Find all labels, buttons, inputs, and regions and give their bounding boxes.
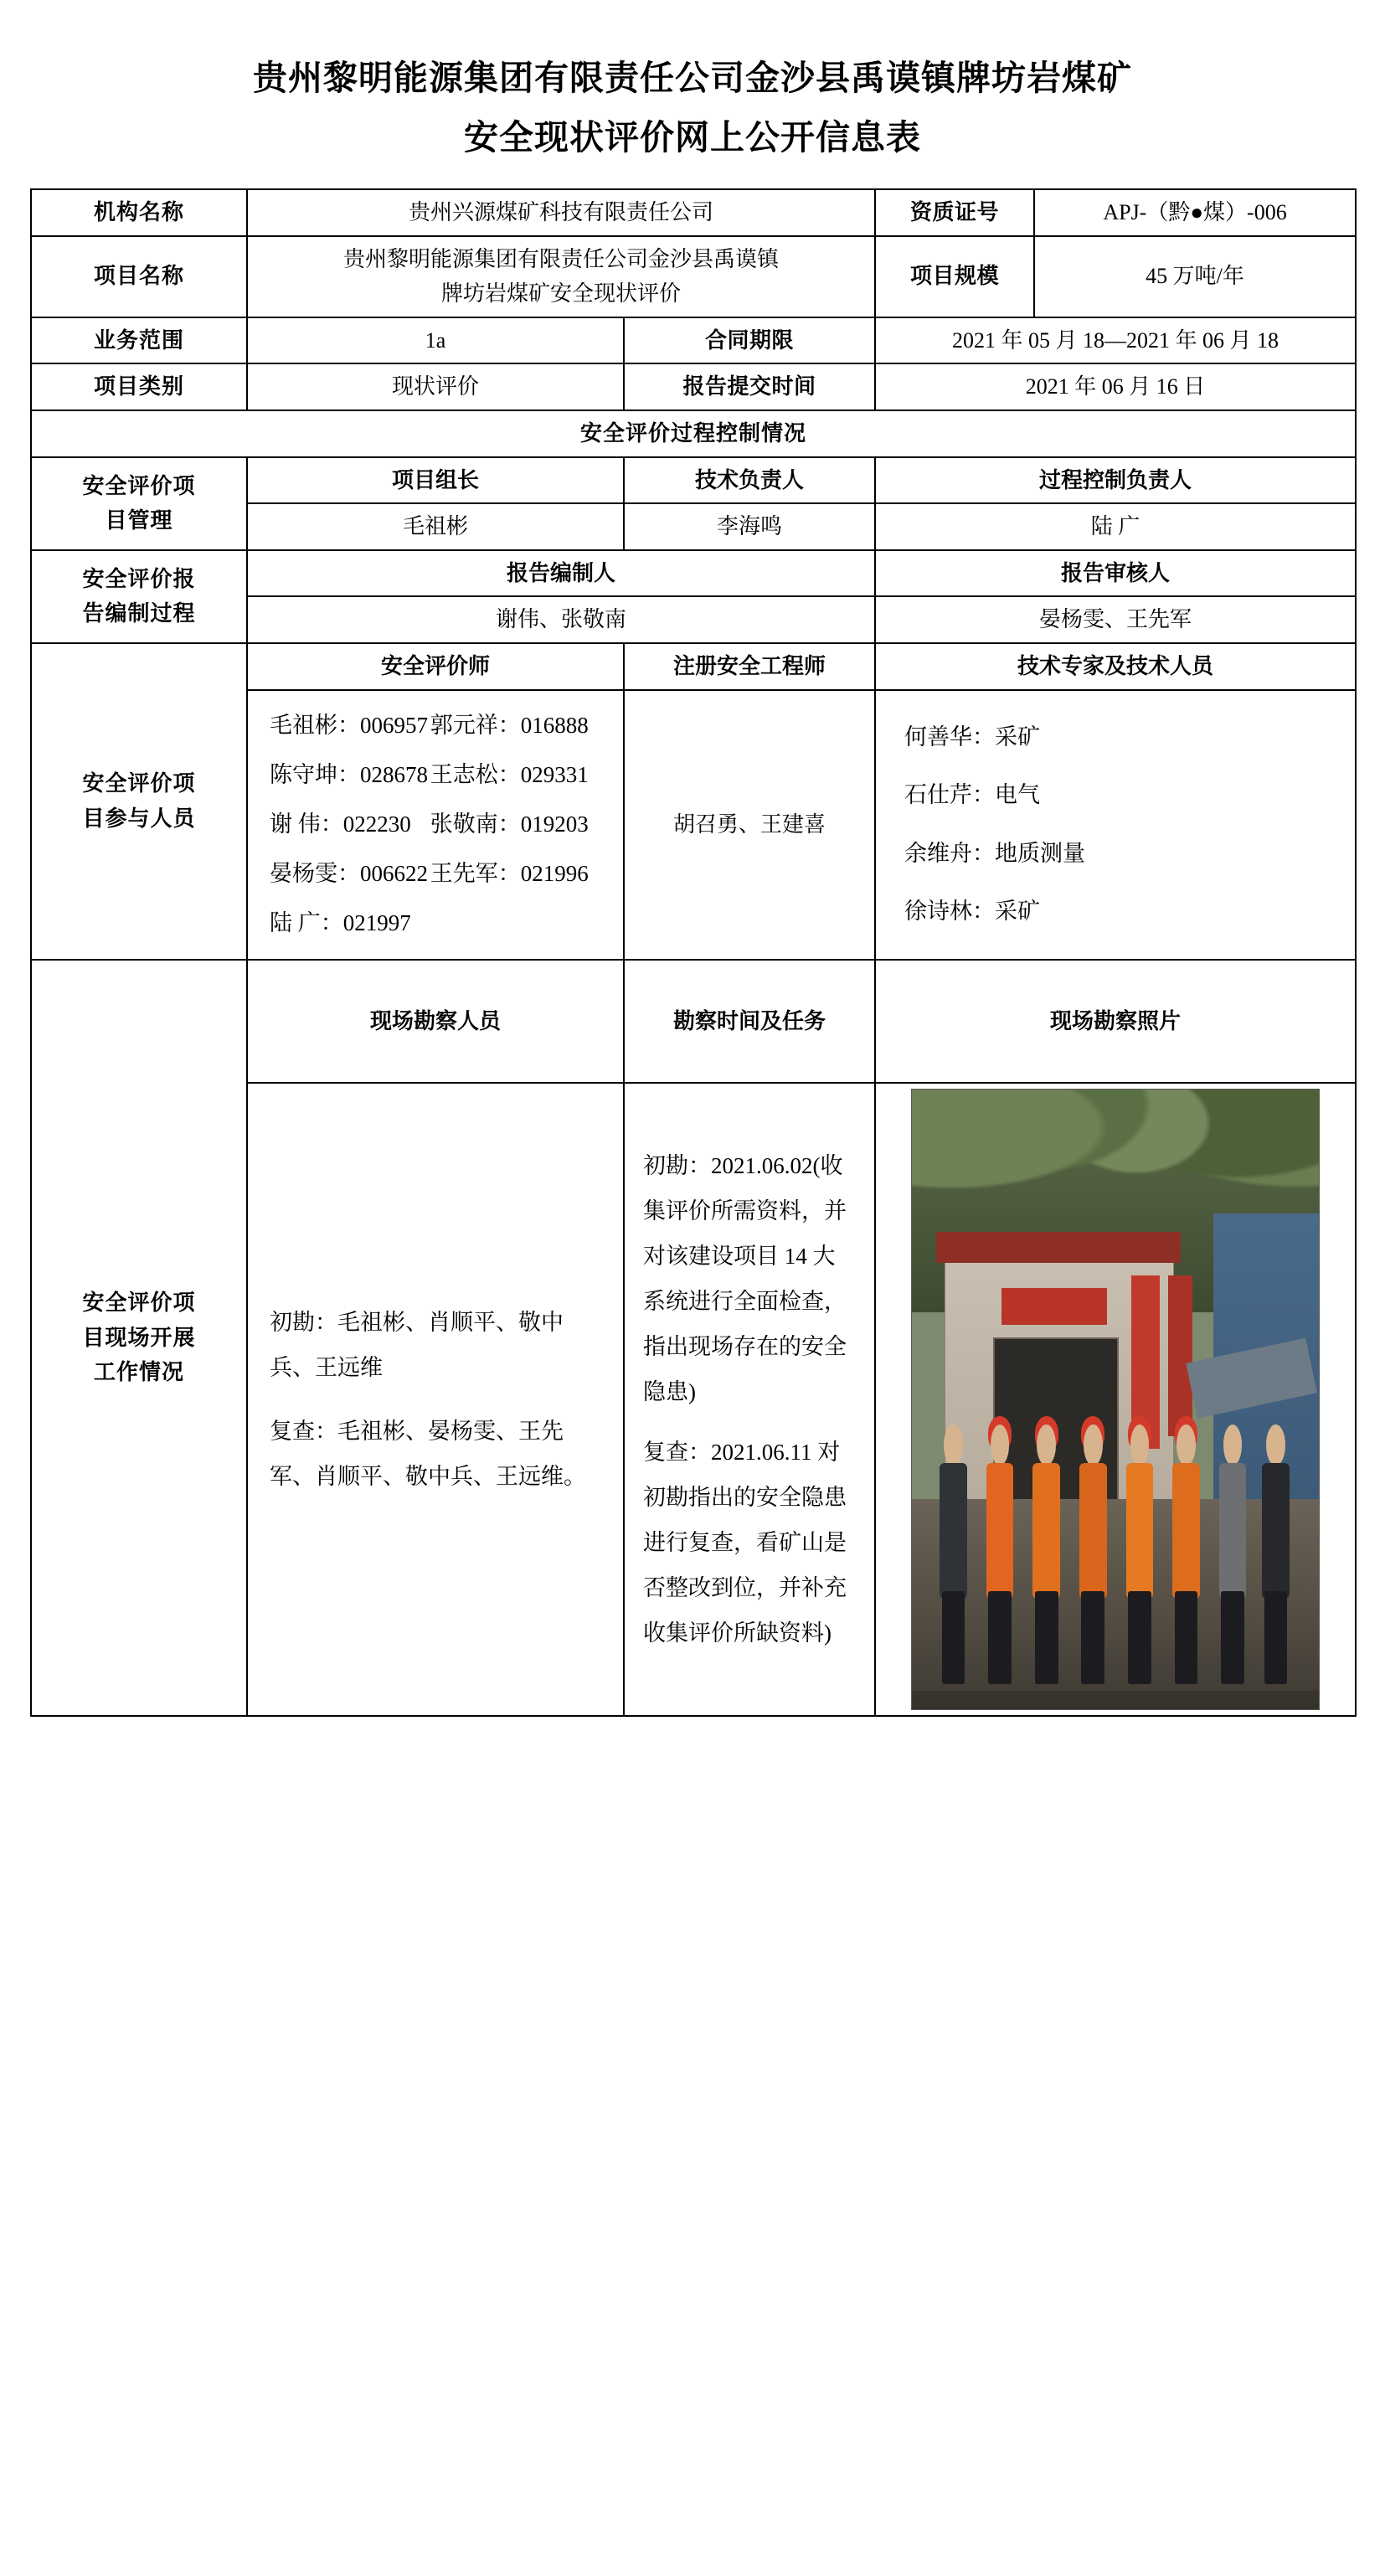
label-project-scale: 项目规模 (875, 236, 1034, 317)
photo-person (1029, 1425, 1063, 1685)
title-line-1: 贵州黎明能源集团有限责任公司金沙县禹谟镇牌坊岩煤矿 (253, 59, 1132, 97)
photo-person-body (1126, 1463, 1154, 1599)
assessor-row (270, 905, 611, 941)
value-project-name-line1: 贵州黎明能源集团有限责任公司金沙县禹谟镇 (343, 246, 780, 271)
value-contract-period: 2021 年 05 月 18—2021 年 06 月 18 (875, 317, 1356, 364)
photo-person-legs (1081, 1591, 1104, 1685)
photo-person (983, 1425, 1017, 1685)
label-cert-no: 资质证号 (875, 189, 1034, 236)
assessor-name (430, 905, 611, 941)
expert-item: 徐诗林：采矿 (904, 898, 1041, 924)
label-project-leader: 项目组长 (247, 457, 624, 504)
label-eval-project-mgmt (31, 457, 247, 550)
assessor-name: 晏杨雯：006622 (270, 861, 428, 887)
label-report-process-line2: 告编制过程 (82, 601, 196, 626)
assessor-name: 谢 伟：022230 (270, 811, 411, 837)
assessor-name: 陈守坤：028678 (270, 761, 428, 787)
section-process-control: 安全评价过程控制情况 (31, 410, 1356, 457)
photo-person-legs (1128, 1591, 1151, 1685)
label-safety-assessor: 安全评价师 (247, 643, 624, 690)
survey-task-cell (624, 1083, 875, 1716)
photo-person (1259, 1425, 1293, 1685)
label-site-work-line1: 安全评价项 (82, 1290, 196, 1315)
assessor-name: 郭元祥：016888 (430, 712, 589, 738)
label-survey-photo: 现场勘察照片 (875, 960, 1356, 1084)
label-report-reviewer: 报告审核人 (875, 550, 1356, 597)
label-participants-line1: 安全评价项 (82, 771, 196, 796)
label-report-author: 报告编制人 (247, 550, 875, 597)
survey-task-item: 初勘：2021.06.02(收集评价所需资料，并对该建设项目 14 大系统进行全面检查，指出现场存在的安全隐患) (643, 1153, 847, 1405)
value-process-control-leader: 陆 广 (875, 503, 1356, 550)
photo-person (936, 1425, 971, 1685)
photo-person (1169, 1425, 1203, 1685)
photo-person-legs (942, 1591, 965, 1685)
assessor-name: 毛祖彬：006957 (270, 712, 428, 738)
label-org-name: 机构名称 (31, 189, 247, 236)
expert-item: 余维舟：地质测量 (904, 840, 1086, 866)
photo-person-legs (988, 1591, 1012, 1685)
site-surveyor-item: 初勘：毛祖彬、肖顺平、敬中兵、王远维 (270, 1310, 564, 1381)
value-project-scale: 45 万吨/年 (1034, 236, 1356, 317)
survey-task-list (631, 1126, 868, 1672)
table-row-org (31, 189, 1356, 236)
value-registered-safety-engineer: 胡召勇、王建喜 (624, 690, 875, 960)
value-project-name-line2: 牌坊岩煤矿安全现状评价 (441, 281, 682, 307)
value-report-submit-time: 2021 年 06 月 16 日 (875, 363, 1356, 410)
photo-person-legs (1221, 1591, 1244, 1685)
expert-list-cell (875, 690, 1356, 960)
photo-person-body (1032, 1463, 1060, 1599)
table-row-mgmt-head (31, 457, 1356, 504)
assessor-row (270, 856, 611, 892)
table-row-section-header (31, 410, 1356, 457)
expert-list (883, 708, 1348, 941)
table-row-participants-head (31, 643, 1356, 690)
photo-person-head (1266, 1425, 1285, 1466)
photo-person-legs (1264, 1591, 1288, 1685)
survey-photo-cell (875, 1083, 1356, 1716)
photo-people-group (936, 1425, 1295, 1685)
photo-person-body (940, 1463, 967, 1599)
label-report-submit-time: 报告提交时间 (624, 363, 875, 410)
photo-person-head (1037, 1425, 1056, 1466)
assessor-row (270, 708, 611, 744)
assessor-name: 王先军：021996 (430, 861, 589, 887)
photo-red-banner-secondary (1168, 1275, 1192, 1436)
table-row-scope (31, 317, 1356, 364)
table-row-site-head (31, 960, 1356, 1084)
photo-caption-bar (912, 1691, 1319, 1709)
label-registered-safety-engineer: 注册安全工程师 (624, 643, 875, 690)
label-process-control-leader: 过程控制负责人 (875, 457, 1356, 504)
photo-person-body (1172, 1463, 1200, 1599)
value-project-leader: 毛祖彬 (247, 503, 624, 550)
survey-photo-image (911, 1089, 1320, 1710)
label-report-process-line1: 安全评价报 (82, 566, 196, 591)
document-title (30, 49, 1355, 167)
label-project-name: 项目名称 (31, 236, 247, 317)
value-report-author: 谢伟、张敬南 (247, 596, 875, 643)
site-surveyor-item: 复查：毛祖彬、晏杨雯、王先军、肖顺平、敬中兵、王远维。 (270, 1419, 586, 1490)
assessor-list-cell (247, 690, 624, 960)
photo-person-head (1223, 1425, 1243, 1466)
survey-task-item: 复查：2021.06.11 对初勘指出的安全隐患进行复查，看矿山是否整改到位，并补充收集评价所缺资料) (643, 1440, 847, 1646)
value-project-name (247, 236, 875, 317)
assessor-name: 王志松：029331 (430, 761, 589, 787)
value-cert-no: APJ-（黔●煤）-006 (1034, 189, 1356, 236)
photo-person-legs (1035, 1591, 1058, 1685)
value-project-type: 现状评价 (247, 363, 624, 410)
site-surveyors-cell (247, 1083, 624, 1716)
photo-person-head (1176, 1425, 1196, 1466)
table-row-type (31, 363, 1356, 410)
label-tech-experts: 技术专家及技术人员 (875, 643, 1356, 690)
label-site-work-line2: 目现场开展 (82, 1325, 196, 1350)
label-report-process (31, 550, 247, 643)
photo-building-roof (936, 1232, 1181, 1263)
photo-person-body (986, 1463, 1014, 1599)
photo-person-head (1130, 1425, 1150, 1466)
label-eval-project-mgmt-line2: 目管理 (105, 508, 173, 533)
label-business-scope: 业务范围 (31, 317, 247, 364)
photo-person (1216, 1425, 1250, 1685)
value-business-scope: 1a (247, 317, 624, 364)
assessor-name: 陆 广：021997 (270, 910, 411, 936)
photo-person-body (1079, 1463, 1107, 1599)
site-surveyor-list (255, 1283, 616, 1516)
label-eval-project-mgmt-line1: 安全评价项 (82, 473, 196, 498)
photo-person-head (991, 1425, 1010, 1466)
assessor-row (270, 806, 611, 842)
info-table (30, 188, 1357, 1717)
label-survey-time-task: 勘察时间及任务 (624, 960, 875, 1084)
label-site-surveyors: 现场勘察人员 (247, 960, 624, 1084)
assessor-row (270, 757, 611, 793)
label-participants (31, 643, 247, 960)
photo-person-head (944, 1425, 963, 1466)
assessor-list (255, 696, 616, 954)
photo-person-head (1084, 1425, 1103, 1466)
label-project-type: 项目类别 (31, 363, 247, 410)
assessor-name: 张敬南：019203 (430, 811, 589, 837)
expert-item: 何善华：采矿 (904, 724, 1041, 750)
label-participants-line2: 目参与人员 (82, 806, 196, 831)
label-tech-leader: 技术负责人 (624, 457, 875, 504)
expert-item: 石仕芹：电气 (904, 782, 1041, 808)
photo-red-sign (1001, 1288, 1107, 1325)
value-org-name: 贵州兴源煤矿科技有限责任公司 (247, 189, 875, 236)
value-tech-leader: 李海鸣 (624, 503, 875, 550)
title-line-2: 安全现状评价网上公开信息表 (464, 117, 921, 157)
photo-person-body (1219, 1463, 1247, 1599)
label-contract-period: 合同期限 (624, 317, 875, 364)
photo-person-body (1262, 1463, 1290, 1599)
table-row-project (31, 236, 1356, 317)
table-row-report-head (31, 550, 1356, 597)
value-report-reviewer: 晏杨雯、王先军 (875, 596, 1356, 643)
label-site-work-line3: 工作情况 (93, 1360, 184, 1385)
label-site-work (31, 960, 247, 1717)
photo-person (1076, 1425, 1110, 1685)
photo-person-legs (1175, 1591, 1198, 1685)
photo-person (1123, 1425, 1157, 1685)
